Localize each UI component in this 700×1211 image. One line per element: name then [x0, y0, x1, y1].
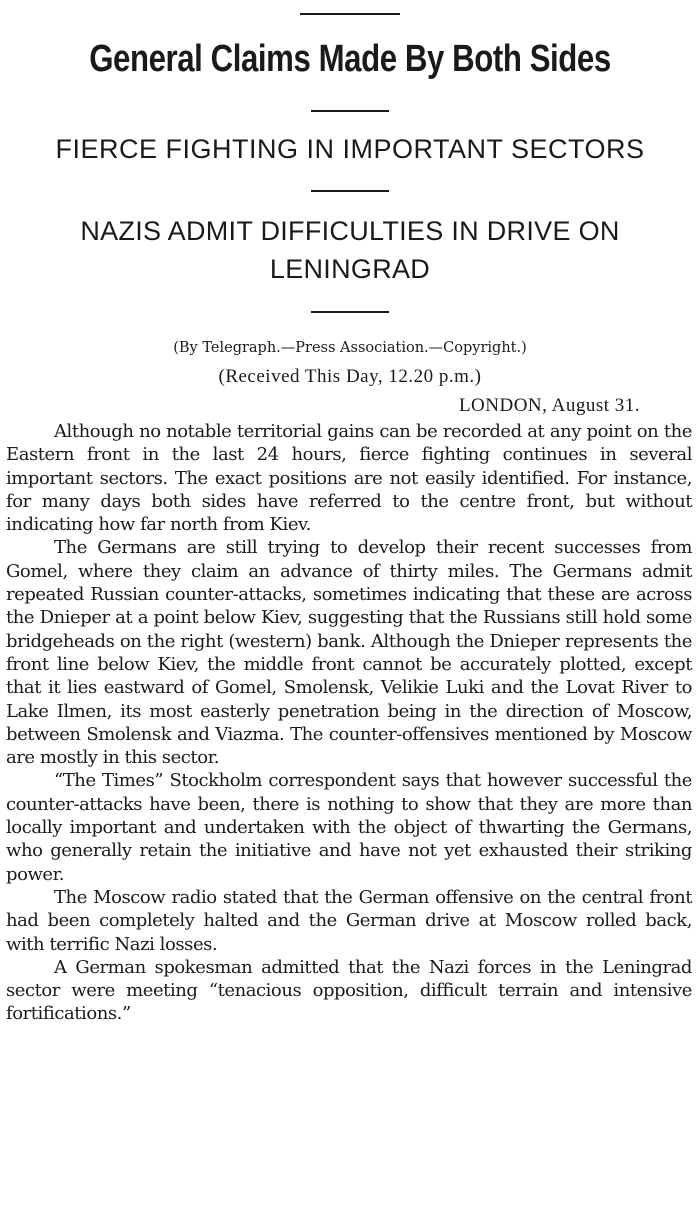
article-paragraph: A German spokesman admitted that the Nazi forces in the Leningrad sector were meeting “tenacious opposition, difficult terrain and intensive fortifications.”	[6, 956, 692, 1025]
article-paragraph: The Germans are still trying to develop their recent successes from Gomel, where they claim an advance of thirty miles. The Germans admit repeated Russian counter-attacks, sometimes indicating that these are across the Dnieper at a point below Kiev, suggesting that the Russians still hold some bridgeheads on the right (western) bank. Although the Dnieper represents the front line below Kiev, the middle front cannot be accurately plotted, except that it lies eastward of Gomel, Smolensk, Velikie Luki and the Lovat River to Lake Ilmen, its most easterly penetration being in the direction of Moscow, between Smolensk and Viazma. The counter-offensives mentioned by Moscow are mostly in this sector.	[6, 537, 692, 769]
article-paragraph: Although no notable territorial gains can be recorded at any point on the Eastern front in the last 24 hours, fierce fighting continues in several important sectors. The exact positions are not easily identified. For instance, for many days both sides have referred to the centre front, but without indicating how far north from Kiev.	[6, 421, 692, 536]
main-headline: General Claims Made By Both Sides	[89, 38, 611, 80]
received-time: (Received This Day, 12.20 p.m.)	[218, 366, 482, 387]
deck-headline: NAZIS ADMIT DIFFICULTIES IN DRIVE ON LENINGRAD	[80, 216, 620, 284]
headline-divider-3	[311, 311, 389, 313]
article-paragraph: The Moscow radio stated that the German offensive on the central front had been completely halted and the German drive at Moscow rolled back, with terrific Nazi losses.	[6, 886, 692, 955]
headline-divider-2	[311, 190, 389, 192]
sub-headline: FIERCE FIGHTING IN IMPORTANT SECTORS	[55, 134, 645, 164]
dateline: LONDON, August 31.	[458, 395, 640, 416]
top-rule	[300, 13, 400, 15]
article-body	[6, 420, 692, 1026]
press-credit: (By Telegraph.—Press Association.—Copyright.)	[173, 340, 527, 356]
article-paragraph: “The Times” Stockholm correspondent says that however successful the counter-attacks have been, there is nothing to show that they are more than locally important and undertaken with the object of thwarting the Germans, who generally retain the initiative and have not yet exhausted their striking power.	[6, 770, 692, 885]
headline-divider-1	[311, 110, 389, 112]
